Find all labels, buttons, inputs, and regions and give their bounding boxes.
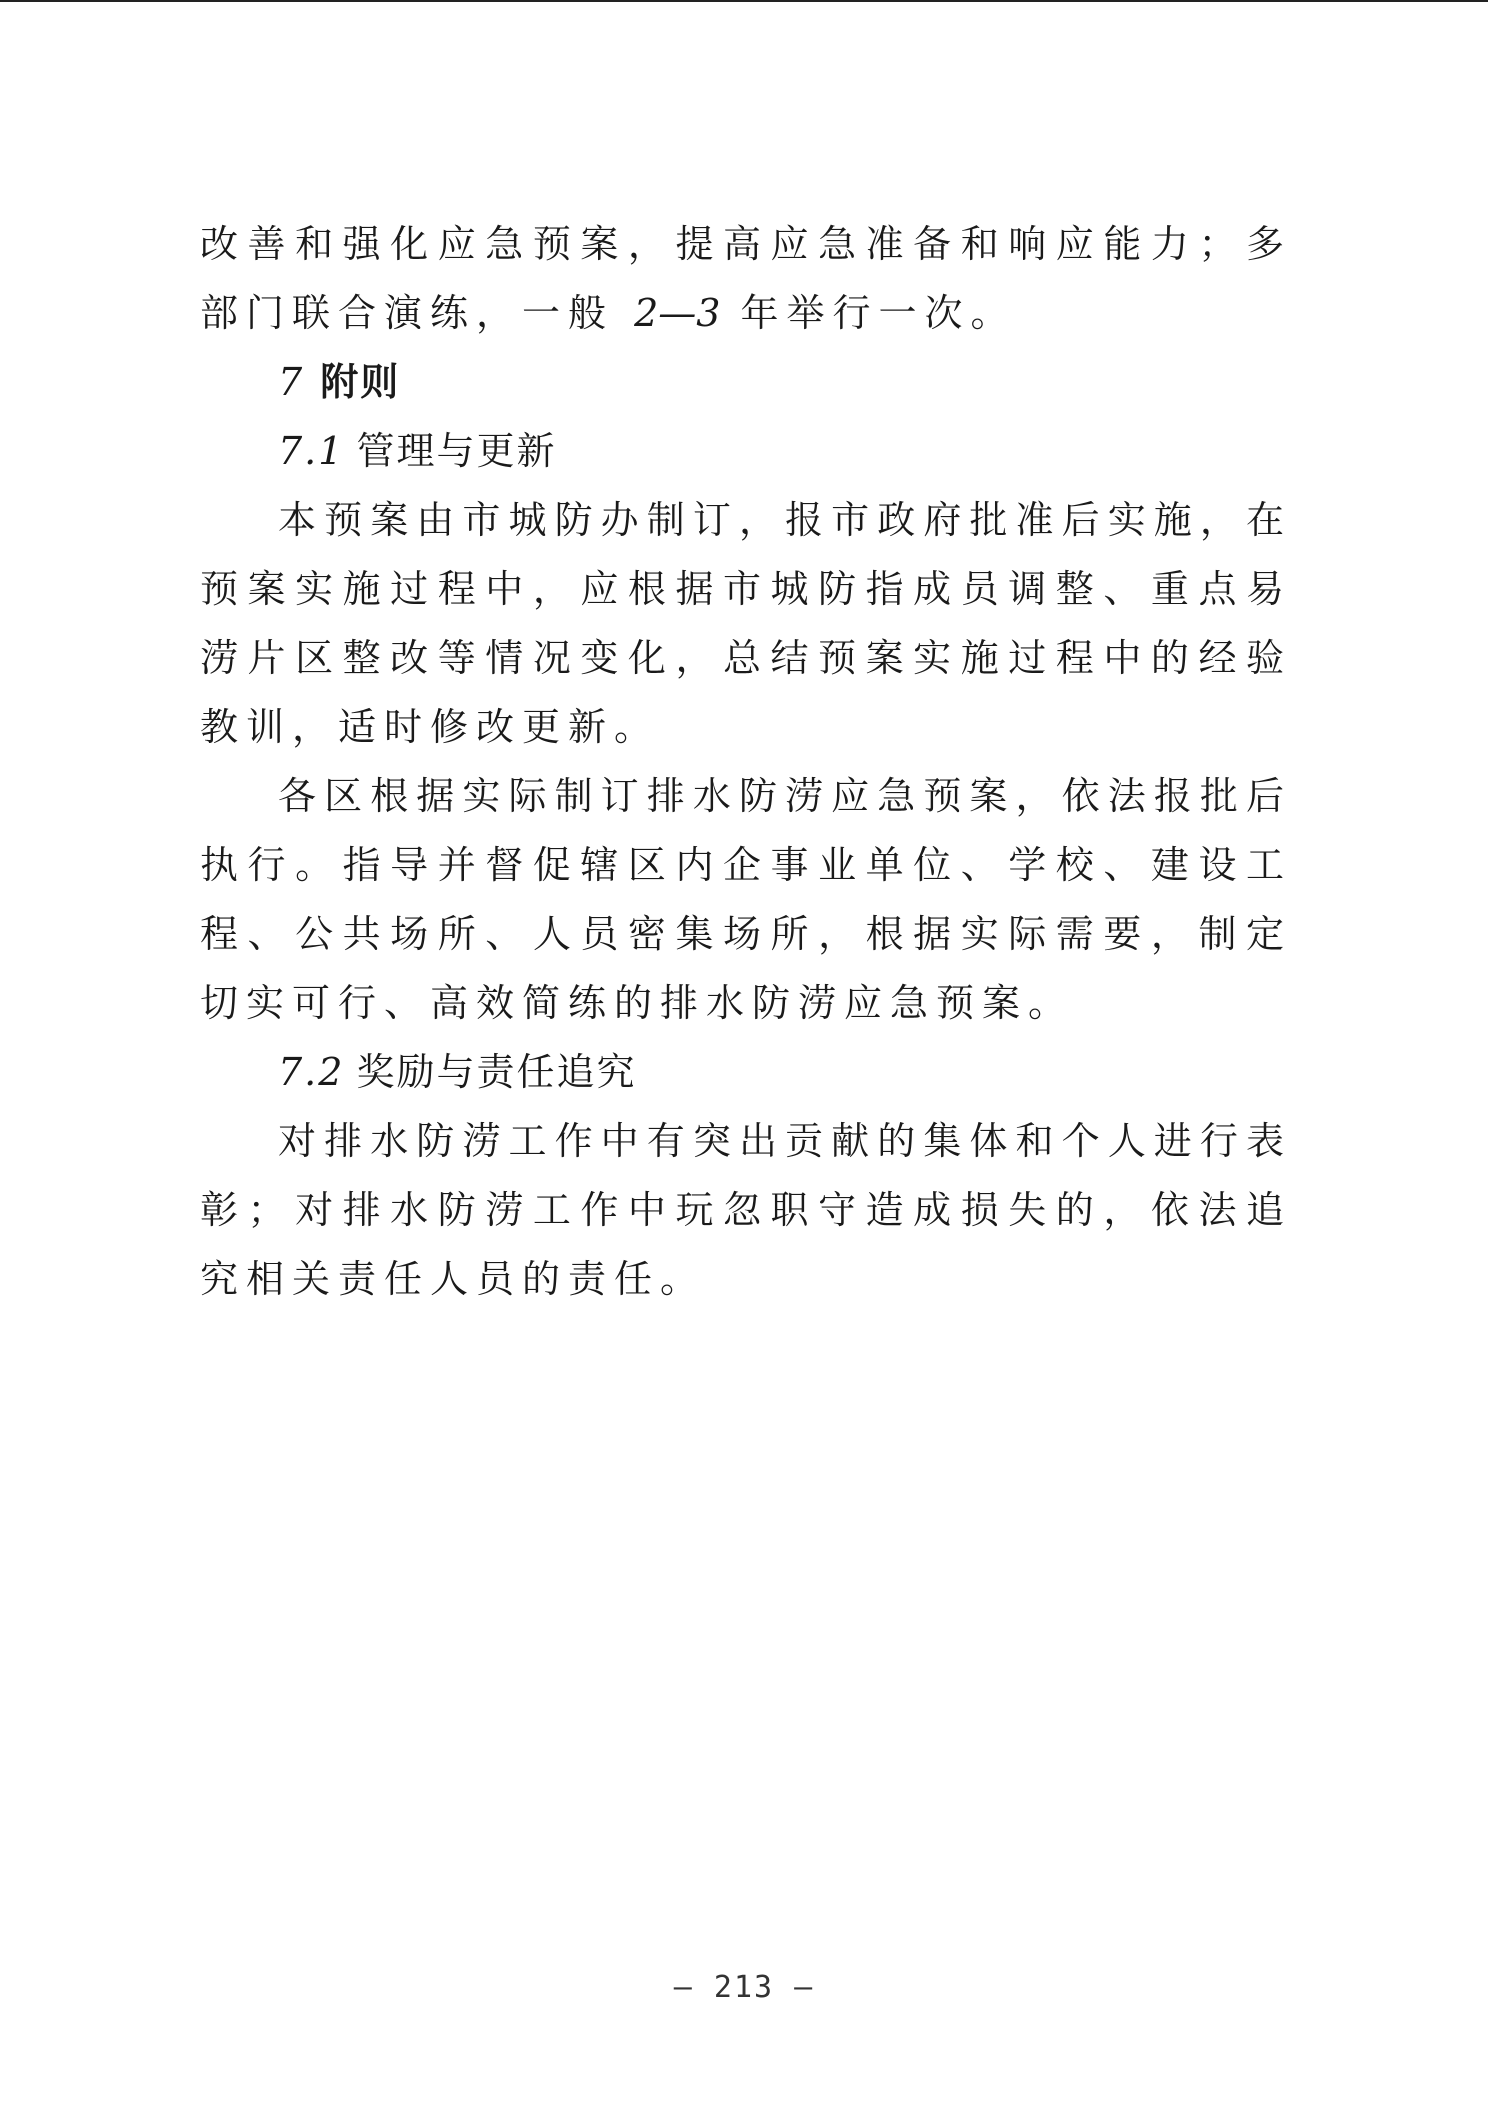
section-7-1-paragraph-2: 各区根据实际制订排水防涝应急预案，依法报批后执行。指导并督促辖区内企事业单位、学校、建设工程、公共场所、人员密集场所，根据实际需要，制定切实可行、高效简练的排水防涝应急预案。 <box>200 774 1292 1025</box>
intro-text-line2-start: 演练，一般 <box>384 291 635 335</box>
section-7-2-heading <box>200 1038 1292 1107</box>
section-7-1-number: 7.1 <box>278 429 345 473</box>
page-number: – 213 – <box>673 1970 815 2005</box>
document-body <box>200 210 1292 1314</box>
section-7-1-paragraph-1: 本预案由市城防办制订，报市政府批准后实施，在预案实施过程中，应根据市城防指成员调整、重点易涝片区整改等情况变化，总结预案实施过程中的经验教训，适时修改更新。 <box>200 498 1292 749</box>
section-7-2-paragraph-1: 对排水防涝工作中有突出贡献的集体和个人进行表彰；对排水防涝工作中玩忽职守造成损失的，依法追究相关责任人员的责任。 <box>200 1119 1292 1301</box>
intro-years-range: 2—3 <box>634 291 721 335</box>
intro-text-line2-end: 年举行一次。 <box>720 291 1017 335</box>
section-7-1-heading <box>200 417 1292 486</box>
section-7-2-number: 7.2 <box>278 1050 345 1094</box>
section-7-title: 附则 <box>320 360 401 404</box>
intro-paragraph <box>200 210 1292 348</box>
section-7-1-title: 管理与更新 <box>356 429 557 473</box>
intro-text-line1: 改善和强化应急预案，提高应急准备和响应能力；多部门联合 <box>200 222 1292 335</box>
top-border-line <box>0 0 1488 2</box>
section-7-number: 7 <box>278 360 305 404</box>
section-7-heading <box>200 348 1292 417</box>
section-7-2-title: 奖励与责任追究 <box>356 1050 637 1094</box>
